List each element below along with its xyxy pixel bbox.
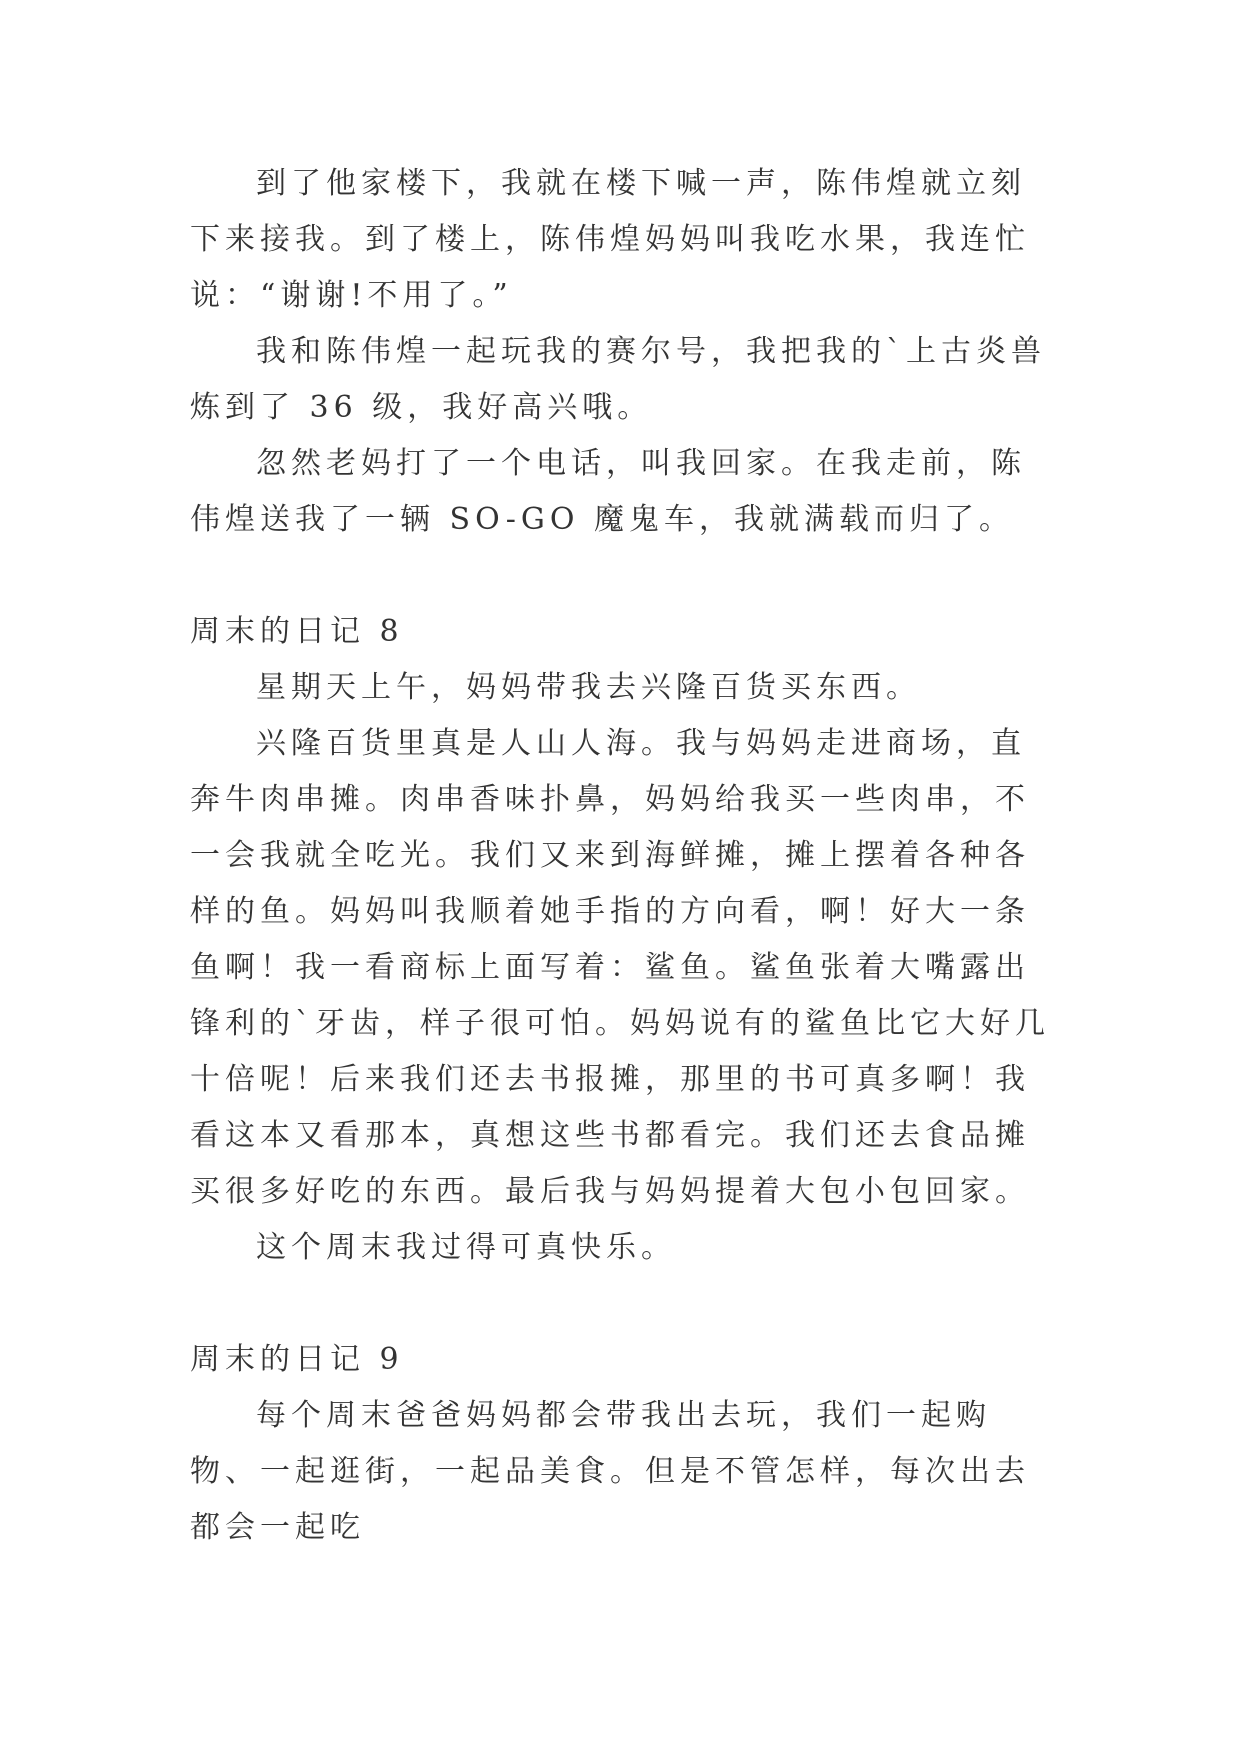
section-heading: 周末的日记 8 <box>190 614 404 649</box>
paragraph: 忽然老妈打了一个电话，叫我回家。在我走前，陈伟煌送我了一辆 SO-GO 魔鬼车，我就满载而归了。 <box>190 446 1026 537</box>
diary-section-9 <box>190 1332 1050 1556</box>
paragraph: 我和陈伟煌一起玩我的赛尔号，我把我的`上古炎兽炼到了 36 级，我好高兴哦。 <box>190 334 1046 425</box>
paragraph: 星期天上午，妈妈带我去兴隆百货买东西。 <box>256 670 921 705</box>
paragraph: 兴隆百货里真是人山人海。我与妈妈走进商场，直奔牛肉串摊。肉串香味扑鼻，妈妈给我买一些肉串，不一会我就全吃光。我们又来到海鲜摊，摊上摆着各种各样的鱼。妈妈叫我顺着她手指的方向看，啊！好大一条鱼啊！我一看商标上面写着：鲨鱼。鲨鱼张着大嘴露出锋利的`牙齿，样子很可怕。妈妈说有的鲨鱼比它大好几十倍呢！后来我们还去书报摊，那里的书可真多啊！我看这本又看那本，真想这些书都看完。我们还去食品摊买很多好吃的东西。最后我与妈妈提着大包小包回家。 <box>190 726 1050 1209</box>
section-heading: 周末的日记 9 <box>190 1342 404 1377</box>
section-spacer <box>190 1276 1050 1332</box>
paragraph: 每个周末爸爸妈妈都会带我出去玩，我们一起购物、一起逛街，一起品美食。但是不管怎样，每次出去都会一起吃 <box>190 1398 1030 1545</box>
paragraph: 这个周末我过得可真快乐。 <box>256 1230 676 1265</box>
diary-section-7-continued <box>190 156 1050 548</box>
document-body <box>190 156 1050 1556</box>
diary-section-8 <box>190 604 1050 1276</box>
section-spacer <box>190 548 1050 604</box>
paragraph: 到了他家楼下，我就在楼下喊一声，陈伟煌就立刻下来接我。到了楼上，陈伟煌妈妈叫我吃水果，我连忙说：“谢谢!不用了。” <box>190 166 1030 313</box>
